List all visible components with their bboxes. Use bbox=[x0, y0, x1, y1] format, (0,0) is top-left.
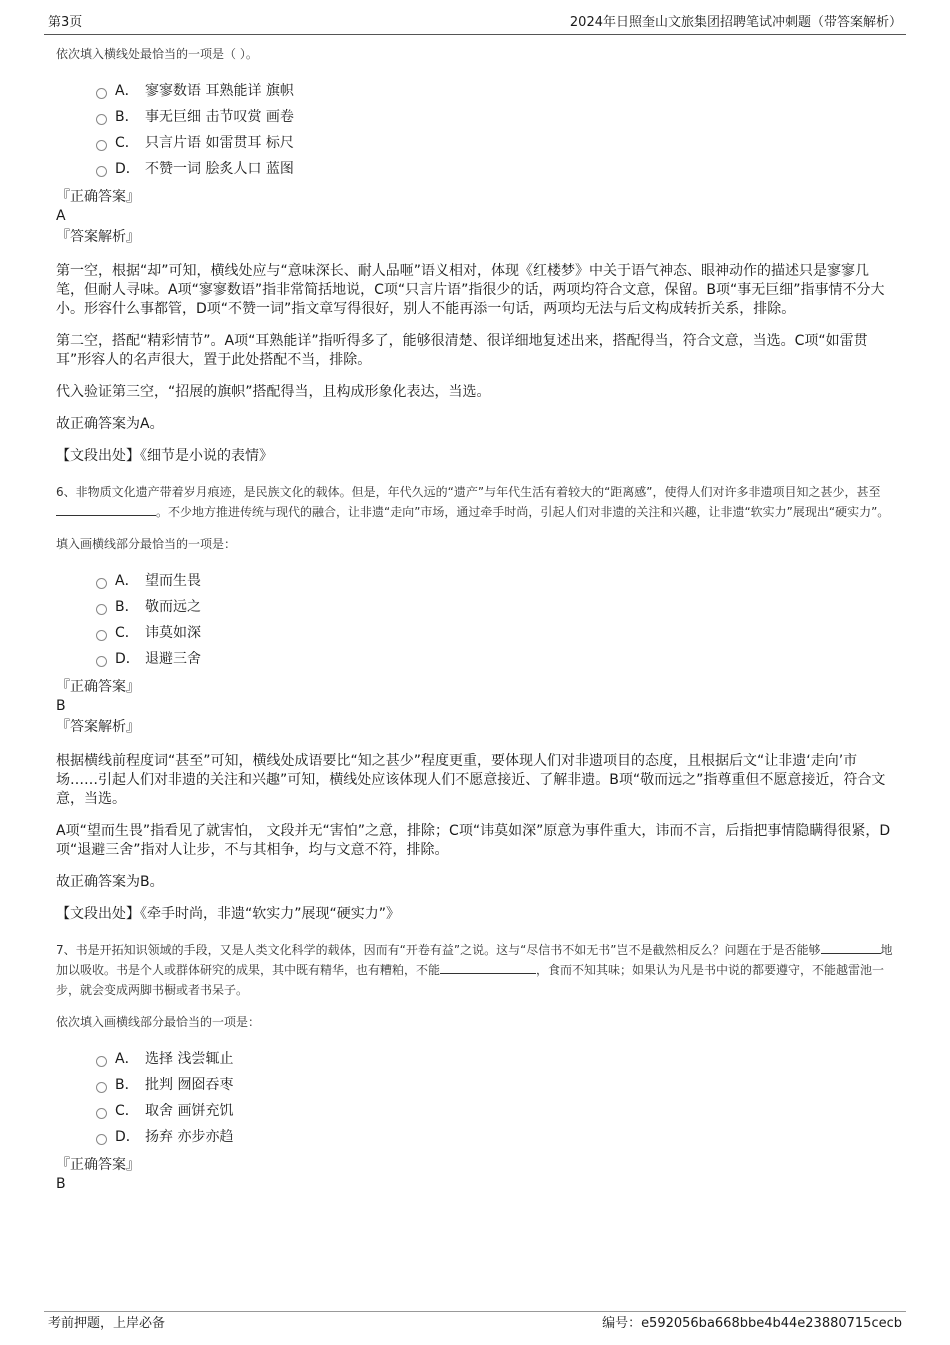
option-c[interactable]: C． 取舍 画饼充饥 bbox=[96, 1098, 896, 1124]
analysis-conclusion: 故正确答案为B。 bbox=[56, 874, 164, 890]
page-header bbox=[44, 14, 906, 35]
answer-value: A bbox=[56, 208, 66, 224]
fill-blank bbox=[821, 941, 881, 954]
q5-prompt: 依次填入横线处最恰当的一项是（ ）。 bbox=[56, 47, 258, 61]
radio-icon[interactable] bbox=[96, 604, 107, 615]
radio-icon[interactable] bbox=[96, 114, 107, 125]
option-b[interactable]: B． 批判 囫囵吞枣 bbox=[96, 1072, 896, 1098]
analysis-label: 『答案解析』 bbox=[56, 719, 140, 735]
option-c[interactable]: C． 只言片语 如雷贯耳 标尺 bbox=[96, 130, 896, 156]
option-a[interactable]: A． 选择 浅尝辄止 bbox=[96, 1046, 896, 1072]
radio-icon[interactable] bbox=[96, 140, 107, 151]
option-c[interactable]: C． 讳莫如深 bbox=[96, 620, 896, 646]
radio-icon[interactable] bbox=[96, 630, 107, 641]
radio-icon[interactable] bbox=[96, 1134, 107, 1145]
analysis-conclusion: 故正确答案为A。 bbox=[56, 416, 164, 432]
page-content bbox=[56, 44, 896, 1194]
page-footer bbox=[44, 1311, 906, 1331]
option-d[interactable]: D． 退避三舍 bbox=[96, 646, 896, 672]
q6-options bbox=[96, 568, 896, 672]
source-citation: 【文段出处】《细节是小说的表情》 bbox=[56, 448, 273, 464]
fill-blank bbox=[56, 503, 156, 516]
radio-icon[interactable] bbox=[96, 1108, 107, 1119]
answer-value: B bbox=[56, 1176, 66, 1192]
analysis-paragraph: 第二空，搭配“精彩情节”。A项“耳熟能详”指听得多了，能够很清楚、很详细地复述出来，搭配得当，符合文意，当选。C项“如雷贯耳”形容人的名声很大，置于此处搭配不当，排除。 bbox=[56, 333, 868, 368]
source-citation: 【文段出处】《牵手时尚，非遗“软实力”展现“硬实力”》 bbox=[56, 906, 401, 922]
radio-icon[interactable] bbox=[96, 88, 107, 99]
fill-blank bbox=[440, 961, 536, 974]
radio-icon[interactable] bbox=[96, 1056, 107, 1067]
analysis-paragraph: 第一空，根据“却”可知，横线处应与“意味深长、耐人品咂”语义相对，体现《红楼梦》中关于语气神态、眼神动作的描述只是寥寥几笔，但耐人寻味。A项“寥寥数语”指非常简括地说，C项“只言片语”指很少的话，两项均符合文意，保留。B项“事无巨细”指事情不分大小。形容什么事都管，D项“不赞一词”指文章写得很好，别人不能再添一句话，两项均无法与后文构成转折关系，排除。 bbox=[56, 263, 885, 317]
q7-stem: 7、书是开拓知识领域的手段，又是人类文化科学的载体，因而有“开卷有益”之说。这与“尽信书不如无书”岂不是截然相反么？问题在于是否能够 地加以吸收。书是个人或群体研究的成果，其中既有精华，也有糟粕，不能 ，食而不知其味；如果认为凡是书中说的都要遵守，不能越雷池一步，就会变成两脚书橱或者书呆子。 bbox=[56, 943, 893, 997]
option-a[interactable]: A． 望而生畏 bbox=[96, 568, 896, 594]
option-d[interactable]: D． 不赞一词 脍炙人口 蓝图 bbox=[96, 156, 896, 182]
analysis-label: 『答案解析』 bbox=[56, 229, 140, 245]
q7-prompt: 依次填入画横线部分最恰当的一项是： bbox=[56, 1015, 261, 1029]
radio-icon[interactable] bbox=[96, 656, 107, 667]
analysis-paragraph: 根据横线前程度词“甚至”可知，横线处成语要比“知之甚少”程度更重，要体现人们对非遗项目的态度，且根据后文“让非遗‘走向’市场……引起人们对非遗的关注和兴趣”可知，横线处应该体现人们不愿意接近、了解非遗。B项“敬而远之”指尊重但不愿意接近，符合文意，当选。 bbox=[56, 753, 886, 807]
option-a[interactable]: A． 寥寥数语 耳熟能详 旗帜 bbox=[96, 78, 896, 104]
q5-options bbox=[96, 78, 896, 182]
document-id: 编号：e592056ba668bbe4b44e23880715cecb bbox=[602, 1316, 902, 1331]
analysis-paragraph: A项“望而生畏”指看见了就害怕， 文段并无“害怕”之意，排除；C项“讳莫如深”原意为事件重大，讳而不言，后指把事情隐瞒得很紧，D项“退避三舍”指对人让步，不与其相争，均与文意不符，排除。 bbox=[56, 823, 891, 858]
option-d[interactable]: D． 扬弃 亦步亦趋 bbox=[96, 1124, 896, 1150]
q7-options bbox=[96, 1046, 896, 1150]
page-number: 第3页 bbox=[48, 15, 83, 30]
answer-value: B bbox=[56, 698, 66, 714]
q6-prompt: 填入画横线部分最恰当的一项是： bbox=[56, 537, 237, 551]
answer-label: 『正确答案』 bbox=[56, 189, 140, 205]
analysis-paragraph: 代入验证第三空，“招展的旗帜”搭配得当，且构成形象化表达，当选。 bbox=[56, 384, 491, 400]
option-b[interactable]: B． 事无巨细 击节叹赏 画卷 bbox=[96, 104, 896, 130]
footer-slogan: 考前押题，上岸必备 bbox=[48, 1316, 166, 1331]
answer-label: 『正确答案』 bbox=[56, 1157, 140, 1173]
option-b[interactable]: B． 敬而远之 bbox=[96, 594, 896, 620]
document-title: 2024年日照奎山文旅集团招聘笔试冲刺题（带答案解析） bbox=[569, 15, 902, 30]
q6-stem: 6、非物质文化遗产带着岁月痕迹，是民族文化的载体。但是，年代久远的“遗产”与年代生活有着较大的“距离感”，使得人们对许多非遗项目知之甚少，甚至。不少地方推进传统与现代的融合，让非遗“走向”市场，通过牵手时尚，引起人们对非遗的关注和兴趣，让非遗“软实力”展现出“硬实力”。 bbox=[56, 485, 890, 519]
radio-icon[interactable] bbox=[96, 166, 107, 177]
radio-icon[interactable] bbox=[96, 578, 107, 589]
radio-icon[interactable] bbox=[96, 1082, 107, 1093]
answer-label: 『正确答案』 bbox=[56, 679, 140, 695]
